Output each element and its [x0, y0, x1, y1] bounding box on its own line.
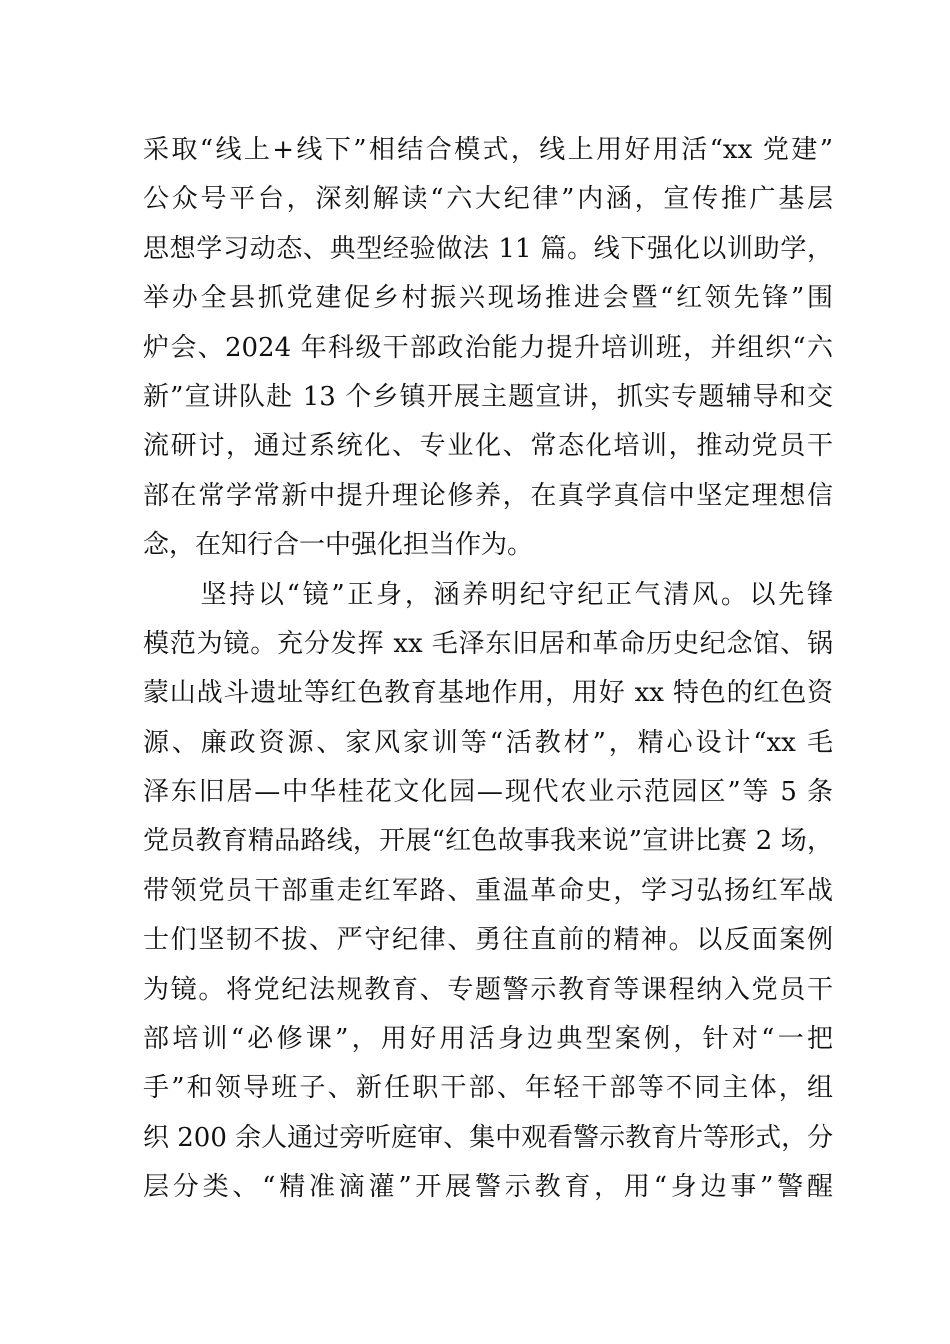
text-line: 党员教育精品路线，开展“红色故事我来说”宣讲比赛 2 场，: [143, 826, 833, 857]
text-line: 泽东旧居—中华桂花文化园—现代农业示范园区”等 5 条: [143, 777, 833, 808]
text-line: 炉会、2024 年科级干部政治能力提升培训班，并组织“六: [143, 332, 833, 363]
paragraph-start-line: 坚持以“镜”正身，涵养明纪守纪正气清风。以先锋: [143, 579, 833, 610]
text-line: 流研讨，通过系统化、专业化、常态化培训，推动党员干: [143, 431, 833, 462]
text-line: 举办全县抓党建促乡村振兴现场推进会暨“红领先锋”围: [143, 283, 833, 314]
text-line: 士们坚韧不拔、严守纪律、勇往直前的精神。以反面案例: [143, 925, 833, 956]
document-body: [143, 126, 833, 1213]
text-line: 带领党员干部重走红军路、重温革命史，学习弘扬红军战: [143, 875, 833, 906]
text-line: 手”和领导班子、新任职干部、年轻干部等不同主体，组: [143, 1073, 833, 1104]
text-line: 采取“线上+线下”相结合模式，线上用好用活“xx 党建”: [143, 135, 833, 165]
text-line: 蒙山战斗遗址等红色教育基地作用，用好 xx 特色的红色资: [143, 678, 833, 709]
text-line: 思想学习动态、典型经验做法 11 篇。线下强化以训助学，: [143, 233, 833, 264]
text-line: 念，在知行合一中强化担当作为。: [143, 530, 534, 561]
text-line: 公众号平台，深刻解读“六大纪律”内涵，宣传推广基层: [143, 184, 833, 215]
text-line: 层分类、“精准滴灌”开展警示教育，用“身边事”警醒: [143, 1172, 833, 1203]
text-line: 源、廉政资源、家风家训等“活教材”，精心设计“xx 毛: [143, 727, 833, 758]
text-line: 为镜。将党纪法规教育、专题警示教育等课程纳入党员干: [143, 974, 833, 1005]
text-line: 模范为镜。充分发挥 xx 毛泽东旧居和革命历史纪念馆、锅: [143, 628, 833, 659]
text-line: 部培训“必修课”，用好用活身边典型案例，针对“一把: [143, 1024, 833, 1055]
text-line: 织 200 余人通过旁听庭审、集中观看警示教育片等形式，分: [143, 1122, 834, 1153]
text-line: 部在常学常新中提升理论修养，在真学真信中坚定理想信: [143, 480, 833, 511]
text-line: 新”宣讲队赴 13 个乡镇开展主题宣讲，抓实专题辅导和交: [143, 381, 833, 412]
